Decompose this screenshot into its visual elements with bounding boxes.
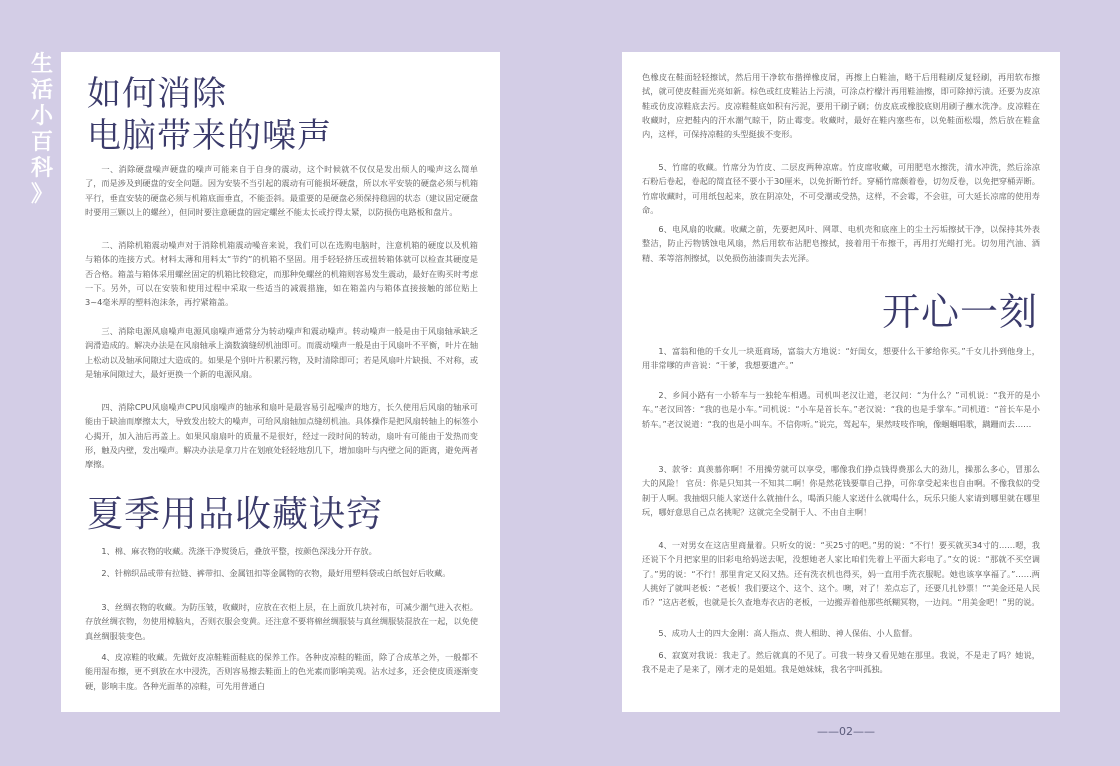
paragraph: 1、棉、麻衣物的收藏。洗涤干净熨烫后，叠放平整，按颜色深浅分开存放。	[101, 546, 377, 556]
page-number: ——02——	[817, 725, 875, 738]
joke-item: 4、一对男女在这店里商量着。只听女的说：“买25寸的吧。”男的说：“不行！要买就买34寸的……嗯，我还说下个月把家里的旧彩电给妈送去呢，没想她老人家比咱们先着上平面大彩电了。”女的说：“那就不买空调了。”男的说：“不行！那里肯定又闷又热。还有洗衣机也得买，妈一直用手洗衣服呢。她也该享享福了。”……两人挑好了就叫老板：“老板！我们要这个、这个、这个。噢，对了！差点忘了，还要几扎钞票！”“美金还是人民币？”这店老板，也就是长久查地寿衣店的老板，一边搬弄着他那些纸糊冥物，一边问。“用美金吧！”男的说。	[642, 540, 1040, 608]
joke-item: 2、乡间小路有一小轿车与一独轮车相遇。司机叫老汉让道，老汉问：“为什么？”司机说：“我开的是小车。”老汉回答：“我的也是小车。”司机说：“小车是首长车。”老汉说：“我的也是手掌车。”司机道：“首长车是小轿车。”老汉说道：“我的也是小叫车。不信你听。”说完，驾起车，果然吱吱作响，像蝈蝈唱歌，蹒跚而去……	[642, 390, 1040, 429]
joke-item: 1、富翁和他的千女儿一块逛商场，富翁大方地说：“好闺女，想要什么干爹给你买。”千女儿扑到他身上，用非常嗲的声音说：“干爹，我想要遗产。”	[642, 346, 1040, 371]
joke-item: 6、寂寞对我说：我走了。然后就真的不见了。可我一转身又看见她在那里。我说，不是走了吗？她说，我不是走了是来了，刚才走的是姐姐。我是她妹妹，我名字叫孤独。	[642, 650, 1040, 675]
left-page	[61, 52, 500, 712]
section-label-char: 小	[30, 104, 53, 129]
paragraph: 二、消除机箱震动噪声对于消除机箱震动噪音来说，我们可以在选购电脑时，注意机箱的硬度以及机箱与箱体的连接方式。材料太薄和用料太“节约”的机箱不坚固。用手轻轻挤压或扭转箱体就可以检查其硬度是否合格。箱盖与箱体采用螺丝固定的机箱比较稳定，而那种免螺丝的机箱则容易发生震动，最好在购买时考虑一下。另外，可以在安装和使用过程中采取一些适当的减震措施，如在箱盖内与箱体直接接触的部位贴上3~4毫米厚的塑料泡沫条，再拧紧箱盖。	[85, 240, 479, 308]
article-title-summer: 夏季用品收藏诀窍	[87, 494, 384, 535]
paragraph: 6、电风扇的收藏。收藏之前，先要把风叶、网罩、电机壳和底座上的尘土污垢擦拭干净，以保持其外表整洁，防止污物锈蚀电风扇，然后用软布沾肥皂擦拭，接着用干布擦干，再用打光蜡打光。切勿用汽油、酒精、苯等溶剂擦拭，以免损伤油漆而失去光泽。	[642, 224, 1040, 263]
paragraph: 三、消除电源风扇噪声电源风扇噪声通常分为转动噪声和震动噪声。转动噪声一般是由于风扇轴承缺乏润滑造成的。解决办法是在风扇轴承上滴数滴缝纫机油即可。而震动噪声一般是由于风扇叶不平衡，叶片在轴上松动以及轴承间隙过大造成的。如果是个别叶片积累污物，及时清除即可；若是风扇叶片缺损、不对称，或是轴承间隙过大，最好更换一个新的电源风扇。	[85, 326, 479, 379]
paragraph: 一、消除硬盘噪声硬盘的噪声可能来自于自身的震动，这个时候就不仅仅是发出烦人的噪声这么简单了，而是涉及到硬盘的安全问题。因为安装不当引起的震动有可能损坏硬盘，所以水平安装的硬盘必须与机箱平行，垂直安装的硬盘必须与机箱底面垂直，不能歪斜。最重要的是硬盘必须保持稳固的状态（建议固定硬盘时要用三颗以上的螺丝），但同时要注意硬盘的固定螺丝不能太长或拧得太紧，以防损伤电路板和盘片。	[85, 164, 479, 217]
right-page	[622, 52, 1060, 712]
paragraph: 2、针棉织品或带有拉链、裤带扣、金属钮扣等金属物的衣物，最好用塑料袋或白纸包好后收藏。	[101, 568, 451, 578]
section-label-char: 科	[30, 156, 53, 181]
paragraph: 4、皮凉鞋的收藏。先做好皮凉鞋鞋面鞋底的保养工作。各种皮凉鞋的鞋面，除了合成革之外，一般都不能用湿布擦，更不到放在水中浸洗，否则容易擦去鞋面上的色光素而影响美观。沾水过多，还会使皮质逐渐变硬，影响丰度。各种光面革的凉鞋，可先用普通白	[85, 652, 479, 691]
paragraph: 色橡皮在鞋面轻轻擦试，然后用干净软布揩掸橡皮屑，再擦上白鞋油，略干后用鞋刷反复轻刷，再用软布擦拭，就可使皮鞋面光亮如新。棕色或红皮鞋沾上污渍，可涂点柠檬汁再用鞋油擦，即可除掉污渍。还要为皮凉鞋或仿皮凉鞋底去污。皮凉鞋鞋底如积有污泥，要用干刷子刷；仿皮底或橡胶底则用刷子蘸水洗净。皮凉鞋在收藏时，应把鞋内的汗水潮气晾干，防止霉变。收藏时，最好在鞋内塞些布，以免鞋面松塌，然后放在鞋盒内，这样，可保持凉鞋的头型挺拔不变形。	[642, 72, 1040, 140]
paragraph: 3、丝绸衣物的收藏。为防压皱，收藏时，应放在衣柜上层，在上面放几块衬布，可减少潮气进入衣柜。存放丝绸衣物，勿使用樟脑丸，否则衣服会变黄。还注意不要将棉丝绸服装与真丝绸服装混放在一起，以免使真丝绸服装变色。	[85, 602, 479, 641]
section-label-char: 活	[30, 78, 53, 103]
section-label-char: 百	[30, 130, 53, 155]
paragraph: 5、竹席的收藏。竹席分为竹皮、二层皮两种凉席。竹皮席收藏，可用肥皂水擦洗，清水冲洗，然后涂凉石粉后卷起，卷起的简直径不要小于30厘米，以免折断竹纤。穿桶竹席颇着卷，切勿反卷，以免把穿桶弄断。竹席收藏时，可用纸包起来，放在阴凉处，不可受潮或受热，这样，不会霉，不会驻，可大延长凉席的使用寿命。	[642, 162, 1040, 215]
article-title-line-2: 电脑带来的噪声	[87, 116, 332, 156]
section-label-arrow: 》	[30, 182, 53, 207]
joke-item: 3、款爷：真羡慕你啊！不用操劳就可以享受，哪像我们挣点钱得费那么大的劲儿，操那么多心，冒那么大的风险！ 官员：你是只知其一不知其二啊！你是然花钱要靠自己挣，可你拿受起来也自由啊。不像我似的受制于人啊。我抽烟只能人家送什么就抽什么，喝酒只能人家送什么就喝什么，玩乐只能人家请到哪里就在哪里玩，哪好意思自己点名挑呢？这就完全受制于人、不由自主啊！	[642, 464, 1040, 517]
article-title-line-1: 如何消除	[87, 74, 227, 114]
paragraph: 四、消除CPU风扇噪声CPU风扇噪声的轴承和扇叶是最容易引起噪声的地方，长久使用后风扇的轴承可能由于缺油而摩擦太大，导致发出较大的噪声，可给风扇轴加点缝纫机油。具体操作是把风扇转轴上的标签小心揭开，加入油后再盖上。如果风扇扇叶的质量不是很好，经过一段时间的转动，扇叶有可能由于发热而变形，触及内壁，发出噪声。解决办法是拿刀片在划痕处轻轻地刮几下，增加扇叶与内壁之间的距离，避免两者摩擦。	[85, 402, 479, 470]
section-label-vertical	[24, 52, 60, 208]
article-title-humor: 开心一刻	[881, 290, 1038, 334]
joke-item: 5、成功人士的四大金刚：高人指点、贵人相助、神人保佑、小人监督。	[658, 628, 918, 638]
section-label-char: 生	[30, 52, 53, 77]
